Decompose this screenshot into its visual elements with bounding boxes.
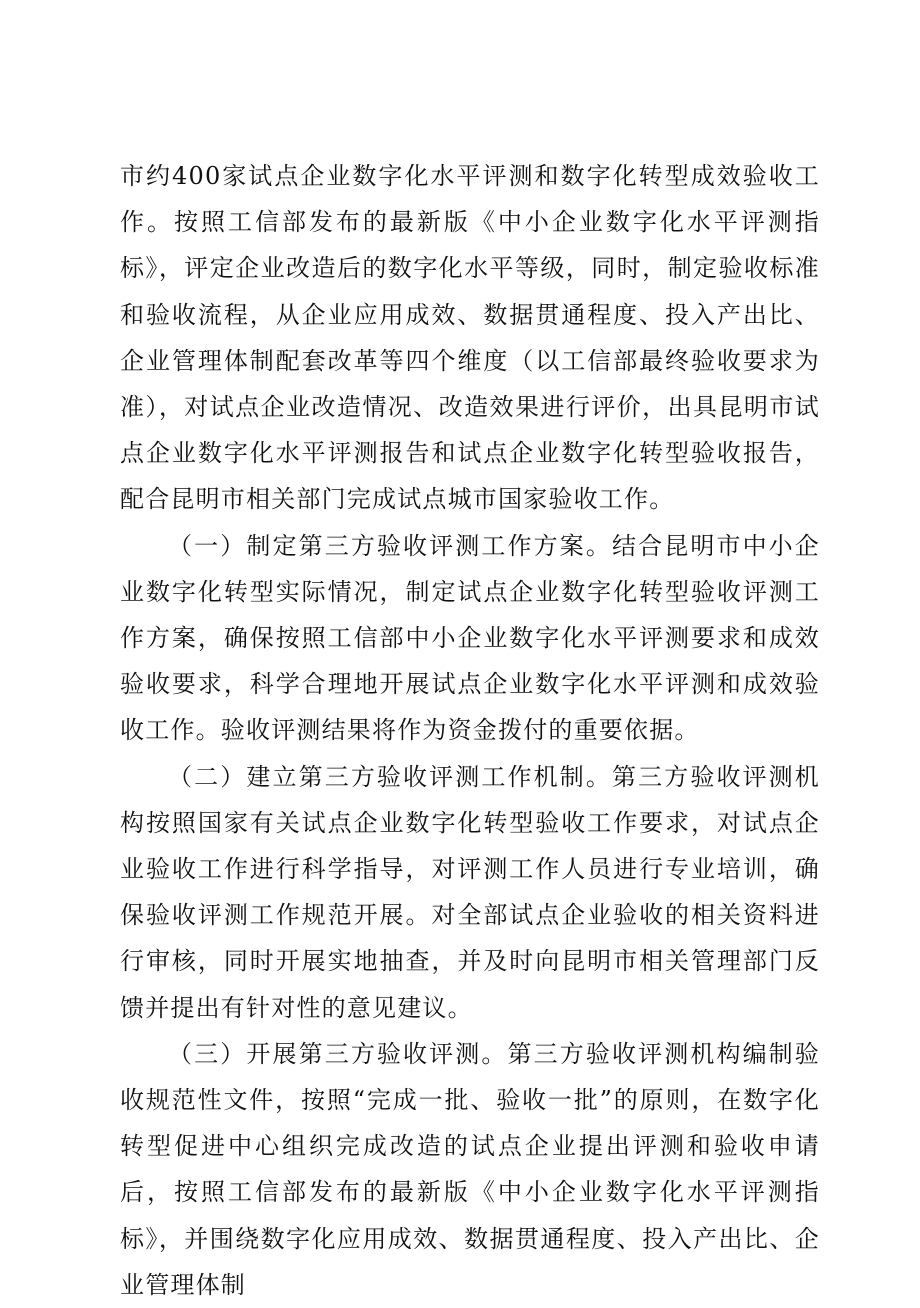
paragraph-section-1: （一）制定第三方验收评测工作方案。结合昆明市中小企业数字化转型实际情况，制定试点企业数字化转型验收评测工作方案，确保按照工信部中小企业数字化水平评测要求和成效验收要求，科学合理地开展试点企业数字化水平评测和成效验收工作。验收评测结果将作为资金拨付的重要依据。 (120, 531, 820, 745)
paragraph-section-3: （三）开展第三方验收评测。第三方验收评测机构编制验收规范性文件，按照“完成一批、验收一批”的原则，在数字化转型促进中心组织完成改造的试点企业提出评测和验收申请后，按照工信部发布的最新版《中小企业数字化水平评测指标》，并围绕数字化应用成效、数据贯通程度、投入产出比、企业管理体制 (120, 1039, 820, 1299)
paragraph-section-2: （二）建立第三方验收评测工作机制。第三方验收评测机构按照国家有关试点企业数字化转型验收工作要求，对试点企业验收工作进行科学指导，对评测工作人员进行专业培训，确保验收评测工作规范开展。对全部试点企业验收的相关资料进行审核，同时开展实地抽查，并及时向昆明市相关管理部门反馈并提出有针对性的意见建议。 (120, 762, 820, 1022)
paragraph-continuation: 市约400家试点企业数字化水平评测和数字化转型成效验收工作。按照工信部发布的最新版《中小企业数字化水平评测指标》，评定企业改造后的数字化水平等级，同时，制定验收标准和验收流程，从企业应用成效、数据贯通程度、投入产出比、企业管理体制配套改革等四个维度（以工信部最终验收要求为准），对试点企业改造情况、改造效果进行评价，出具昆明市试点企业数字化水平评测报告和试点企业数字化转型验收报告，配合昆明市相关部门完成试点城市国家验收工作。 (120, 162, 820, 514)
body-text (120, 153, 820, 1308)
